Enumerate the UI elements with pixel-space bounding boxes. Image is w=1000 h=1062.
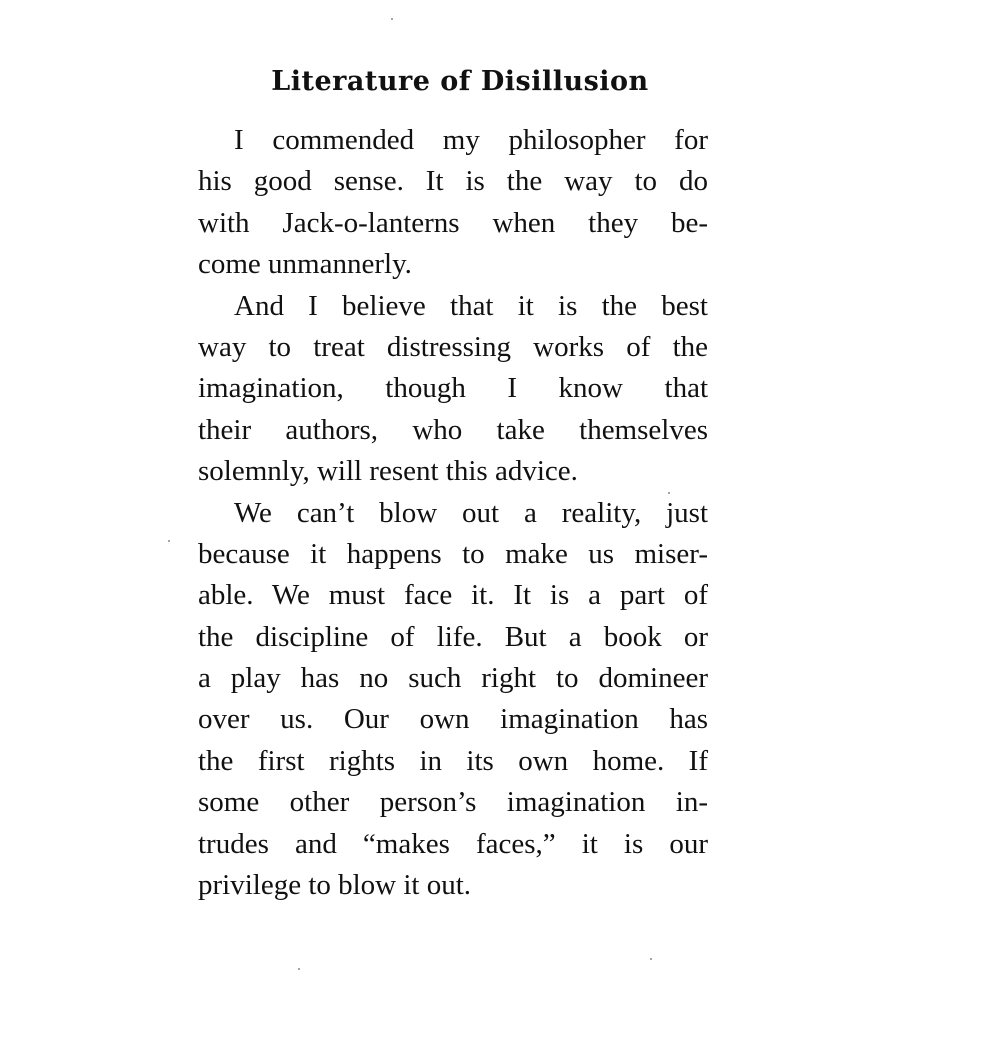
text-line: And I believe that it is the best [234,289,708,322]
scan-speck [391,18,393,20]
text-line: a play has no such right to domineer [198,662,708,695]
text-line: with Jack-o-lanterns when they be- [198,206,708,239]
text-line: the first rights in its own home. If [198,744,708,777]
text-line: solemnly, will resent this advice. [198,455,578,488]
scan-speck [668,492,670,494]
text-line: I commended my philosopher for [234,124,708,156]
scan-speck [650,958,652,960]
text-line: his good sense. It is the way to do [198,165,708,198]
text-line: over us. Our own imagination has [198,703,708,736]
text-line: imagination, though I know that [198,372,708,405]
text-line: privilege to blow it out. [198,869,472,902]
paragraph-2 [198,286,708,493]
text-line: able. We must face it. It is a part of [198,579,708,612]
text-line: because it happens to make us miser- [198,537,708,570]
text-line: the discipline of life. But a book or [198,620,708,653]
scan-speck [298,968,300,970]
paragraph-1 [198,120,708,286]
text-line: come unmannerly. [198,248,412,281]
paragraph-3 [198,493,708,907]
body-text [198,120,708,906]
text-line: some other person’s imagination in- [198,786,708,819]
text-line: We can’t blow out a reality, just [234,496,708,529]
text-line: trudes and “makes faces,” it is our [198,827,708,860]
scan-speck [168,540,170,542]
running-head: Literature of Disillusion [271,66,649,97]
text-line: their authors, who take themselves [198,413,708,446]
text-line: way to treat distressing works of the [198,330,708,363]
